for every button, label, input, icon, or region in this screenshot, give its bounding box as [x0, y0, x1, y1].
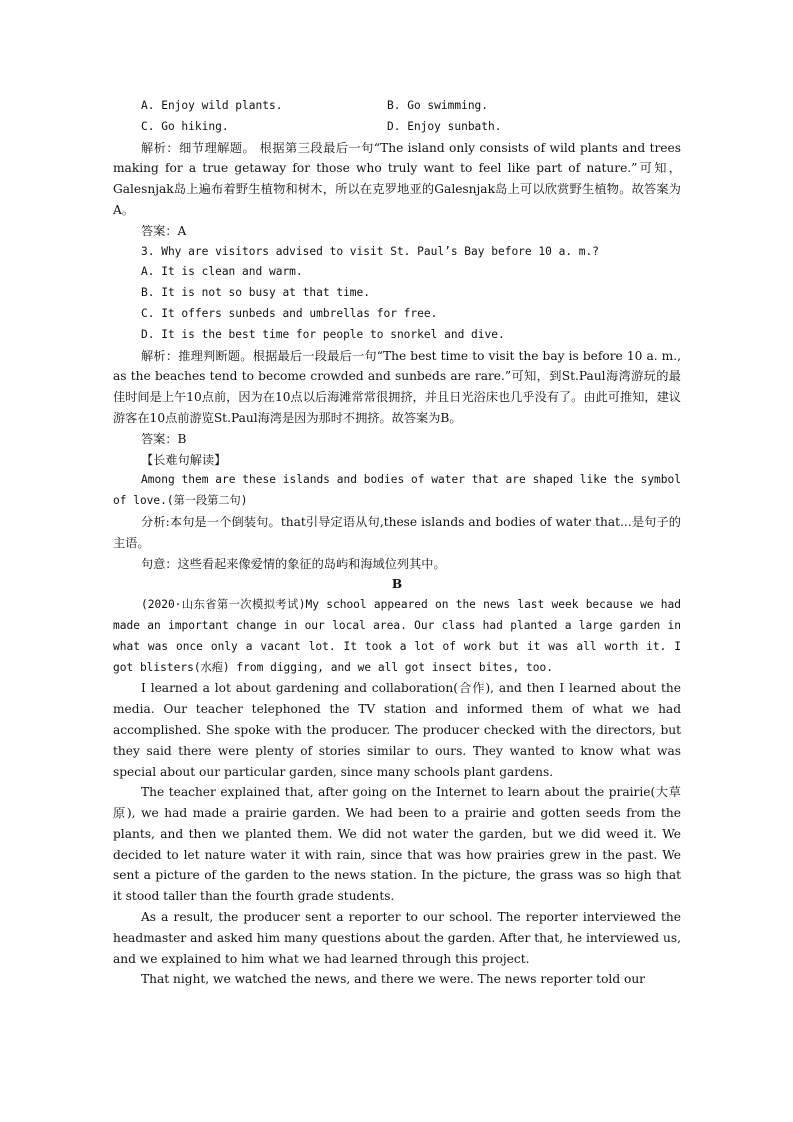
passage-paragraph-4: As a result, the producer sent a reporter to our school. The reporter interviewed the headmaster and asked him many questions about the garden. After that, he interviewed us, and we explained to him what we had learned through this project. — [113, 910, 681, 966]
passage-paragraph-5: That night, we watched the news, and there we were. The news reporter told our — [141, 972, 646, 987]
q3-option-c: C. It offers sunbeds and umbrellas for free. — [141, 306, 438, 320]
q3-option-b: B. It is not so busy at that time. — [141, 286, 371, 300]
long-sentence-heading: 【长难句解读】 — [141, 452, 227, 467]
passage-paragraph-1: (2020·山东省第一次模拟考试)My school appeared on the news last week because we had made an important change in our local area. Our class had planted a large garden in what was once only a vacant lot. It took a lot of work but it was all worth it. I got blisters(水疱) from digging, and we all got insect bites, too. — [113, 598, 681, 674]
long-sentence-text: Among them are these islands and bodies of water that are shaped like the symbol of love.(第一段第二句) — [113, 473, 681, 508]
q2-option-b: B. Go swimming. — [387, 99, 489, 112]
q2-option-c: C. Go hiking. — [141, 119, 229, 133]
long-sentence-meaning: 句意：这些看起来像爱情的象征的岛屿和海域位列其中。 — [141, 556, 446, 571]
q3-answer: 答案：B — [141, 431, 187, 446]
q2-options-row1 — [113, 96, 681, 117]
passage-paragraph-2: I learned a lot about gardening and collaboration(合作), and then I learned about the media. Our teacher telephoned the TV station and informed them of what we had accomplished. She spoke with the producer. The producer checked with the directors, but they said there were plenty of stories similar to ours. They wanted to know what was special about our particular garden, since many schools plant gardens. — [113, 681, 681, 779]
section-b-label: B — [391, 577, 403, 592]
document-body — [113, 96, 681, 990]
q3-analysis: 解析：推理判断题。根据最后一段最后一句“The best time to visit the bay is before 10 a. m., as the beaches tend to become crowded and sunbeds are rare.”可知，到St.Paul海湾游玩的最佳时间是上午10点前，因为在10点以后海滩常常很拥挤，并且日光浴床也几乎没有了。由此可推知，建议游客在10点前游览St.Paul海湾是因为那时不拥挤。故答案为B。 — [113, 348, 681, 425]
long-sentence-analysis: 分析:本句是一个倒装句。that引导定语从句,these islands and bodies of water that...是句子的主语。 — [113, 514, 681, 550]
q3-option-a: A. It is clean and warm. — [141, 265, 303, 279]
q3-question: 3. Why are visitors advised to visit St. Paul’s Bay before 10 a. m.? — [141, 244, 600, 258]
q3-option-d: D. It is the best time for people to snorkel and dive. — [141, 327, 505, 341]
q2-analysis: 解析：细节理解题。 根据第三段最后一句“The island only consists of wild plants and trees making for a true getaway for those who truly want to feel like part of nature.”可知，Galesnjak岛上遍布着野生植物和树木，所以在克罗地亚的Galesnjak岛上可以欣赏野生植物。故答案为A。 — [113, 140, 681, 217]
q2-options-row2 — [113, 117, 681, 138]
q2-answer: 答案：A — [141, 223, 187, 238]
passage-paragraph-3: The teacher explained that, after going on the Internet to learn about the prairie(大草原), we had made a prairie garden. We had been to a prairie and gotten seeds from the plants, and then we planted them. We did not water the garden, but we did weed it. We decided to let nature water it with rain, since that was how prairies grew in the past. We sent a picture of the garden to the news station. In the picture, the grass was so high that it stood taller than the fourth grade students. — [113, 785, 681, 904]
q2-option-d: D. Enjoy sunbath. — [387, 119, 502, 133]
q2-option-a: A. Enjoy wild plants. — [141, 99, 283, 112]
